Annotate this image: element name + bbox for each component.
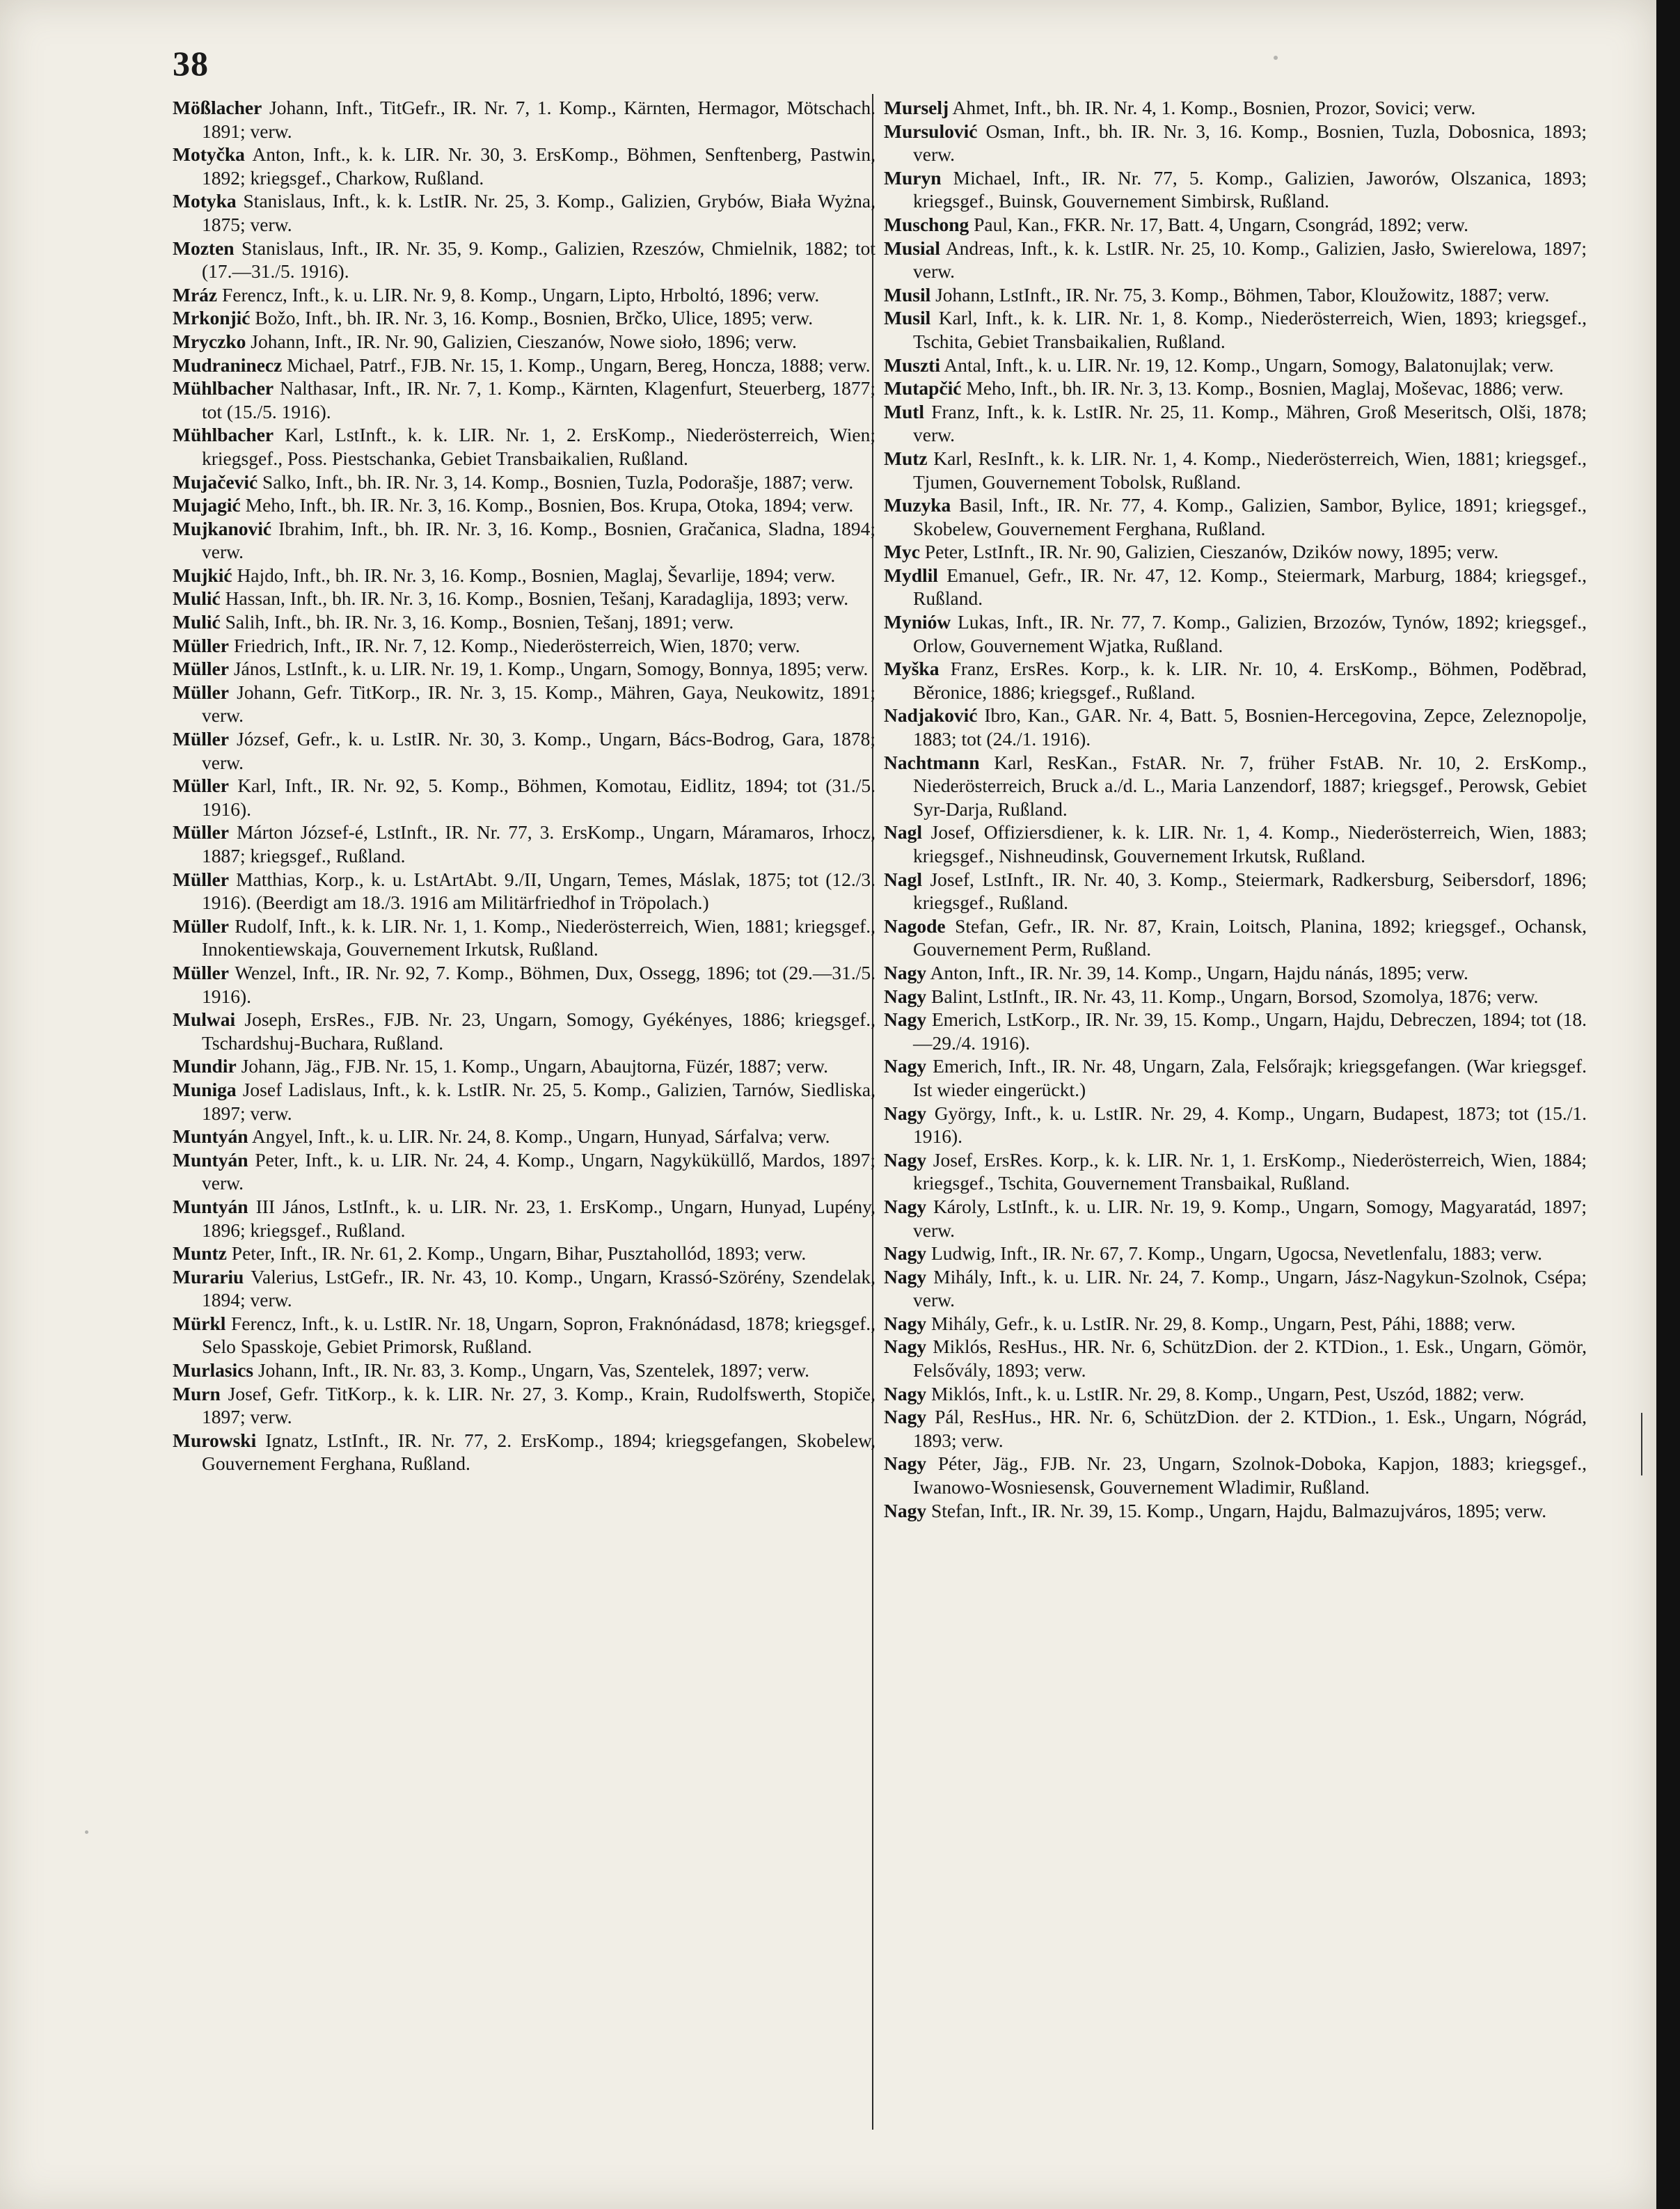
register-entry [884,961,1587,985]
entry-details: Stanislaus, Inft., k. k. LstIR. Nr. 25, 3. Komp., Galizien, Grybów, Biała Wyżna, 1875; verw. [202,190,875,235]
entry-details: Valerius, LstGefr., IR. Nr. 43, 10. Komp., Ungarn, Krassó-Szörény, Szendelak, 1894; verw. [202,1265,875,1311]
register-entry [884,1102,1587,1148]
entry-surname: Mutl [884,400,925,422]
entry-surname: Müller [173,868,229,890]
entry-details: Lukas, Inft., IR. Nr. 77, 7. Komp., Galizien, Brzozów, Tynów, 1892; kriegsgef., Orlow, Gouvernement Wjatka, Rußland. [913,611,1587,656]
entry-details: Angyel, Inft., k. u. LIR. Nr. 24, 8. Komp., Ungarn, Hunyad, Sárfalva; verw. [251,1125,830,1148]
entry-surname: Nagy [884,1242,927,1265]
register-entry [884,213,1587,237]
register-entry [884,915,1587,961]
entry-details: Josef Ladislaus, Inft., k. k. LstIR. Nr. 25, 5. Komp., Galizien, Tarnów, Siedliska, 1897; verw. [202,1078,875,1124]
register-entry [173,423,875,470]
register-entry [173,1265,875,1312]
entry-details: Josef, Gefr. TitKorp., k. k. LIR. Nr. 27, 3. Komp., Krain, Rudolfswerth, Stopiče, 1897; verw. [202,1382,875,1428]
entry-surname: Muzyka [884,494,951,516]
register-entry [173,470,875,494]
register-entry [173,915,875,961]
entry-details: Karl, Inft., k. k. LIR. Nr. 1, 8. Komp., Niederösterreich, Wien, 1893; kriegsgef., Tschita, Gebiet Transbaikalien, Rußland. [913,307,1587,352]
register-entry [884,1148,1587,1195]
register-entry [173,1054,875,1078]
register-entry [173,330,875,354]
register-entry [884,237,1587,283]
entry-surname: Mutz [884,447,928,469]
entry-details: Miklós, ResHus., HR. Nr. 6, SchützDion. der 2. KTDion., 1. Esk., Ungarn, Gömör, Felsővály, 1893; verw. [913,1336,1587,1381]
register-entry [173,306,875,330]
entry-details: Meho, Inft., bh. IR. Nr. 3, 13. Komp., Bosnien, Maglaj, Moševac, 1886; verw. [966,377,1564,399]
entry-surname: Nagy [884,1499,927,1521]
entry-details: Stanislaus, Inft., IR. Nr. 35, 9. Komp., Galizien, Rzeszów, Chmielnik, 1882; tot (17.—31./5. 1916). [202,237,875,283]
entry-details: József, Gefr., k. u. LstIR. Nr. 30, 3. Komp., Ungarn, Bács-Bodrog, Gara, 1878; verw. [202,728,876,773]
register-entry [884,493,1587,540]
entry-surname: Müller [173,915,229,937]
register-entry [173,1125,875,1148]
entry-details: Hassan, Inft., bh. IR. Nr. 3, 16. Komp., Bosnien, Tešanj, Karadaglija, 1893; verw. [225,587,849,610]
entry-details: Emerich, LstKorp., IR. Nr. 39, 15. Komp., Ungarn, Hajdu, Debreczen, 1894; tot (18.—29./4. 1916). [913,1008,1587,1054]
entry-details: Johann, Inft., IR. Nr. 90, Galizien, Cieszanów, Nowe sioło, 1896; verw. [251,330,797,352]
entry-surname: Myška [884,658,940,680]
entry-surname: Muntyán [173,1148,248,1171]
register-entry [884,610,1587,657]
entry-surname: Musil [884,307,931,329]
entry-details: Emanuel, Gefr., IR. Nr. 47, 12. Komp., Steiermark, Marburg, 1884; kriegsgef., Rußland. [913,564,1587,610]
entry-details: Wenzel, Inft., IR. Nr. 92, 7. Komp., Böhmen, Dux, Ossegg, 1896; tot (29.—31./5. 1916). [202,961,875,1007]
entry-details: Ferencz, Inft., k. u. LIR. Nr. 9, 8. Komp., Ungarn, Lipto, Hrboltó, 1896; verw. [222,283,820,306]
register-entry [884,447,1587,493]
register-entry [884,120,1587,166]
entry-details: Johann, Gefr. TitKorp., IR. Nr. 3, 15. Komp., Mähren, Gaya, Neukowitz, 1891; verw. [202,681,876,727]
entry-surname: Müller [173,961,229,983]
entry-surname: Mundir [173,1055,237,1077]
entry-surname: Mulić [173,611,221,633]
register-entry [884,1054,1587,1101]
entry-details: Franz, ErsRes. Korp., k. k. LIR. Nr. 10, 4. ErsKomp., Böhmen, Poděbrad, Běronice, 1886; kriegsgef., Rußland. [913,658,1587,703]
entry-details: Meho, Inft., bh. IR. Nr. 3, 16. Komp., Bosnien, Bos. Krupa, Otoka, 1894; verw. [245,494,854,516]
register-entry [173,821,875,867]
entry-details: Franz, Inft., k. k. LstIR. Nr. 25, 11. Komp., Mähren, Groß Meseritsch, Olši, 1878; verw. [913,400,1587,446]
register-entry [884,283,1587,307]
entry-surname: Mujagić [173,494,241,516]
register-entry [173,727,875,774]
entry-surname: Nagl [884,821,922,844]
entry-surname: Nagy [884,1265,927,1288]
entry-details: Hajdo, Inft., bh. IR. Nr. 3, 16. Komp., Bosnien, Maglaj, Ševarlije, 1894; verw. [237,564,836,586]
entry-surname: Müller [173,634,229,656]
register-entry [884,1008,1587,1054]
entry-surname: Mürkl [173,1312,226,1334]
entry-surname: Nagy [884,1148,927,1171]
register-entry [173,1148,875,1195]
entry-surname: Nagy [884,961,927,983]
register-entry [173,283,875,307]
entry-details: Mihály, Gefr., k. u. LstIR. Nr. 29, 8. Komp., Ungarn, Pest, Páhi, 1888; verw. [931,1312,1516,1334]
entry-surname: Mujkić [173,564,232,586]
entry-details: Michael, Inft., IR. Nr. 77, 5. Komp., Galizien, Jaworów, Olszanica, 1893; kriegsgef., Buinsk, Gouvernement Simbirsk, Rußland. [913,166,1587,212]
register-entry [173,96,875,143]
register-entry [173,634,875,658]
entry-surname: Murariu [173,1265,244,1288]
entry-details: Rudolf, Inft., k. k. LIR. Nr. 1, 1. Komp., Niederösterreich, Wien, 1881; kriegsgef., Innokentiewskaja, Gouvernement Irkutsk, Rußland. [202,915,876,960]
entry-details: Ferencz, Inft., k. u. LstIR. Nr. 18, Ungarn, Sopron, Fraknónádasd, 1878; kriegsgef., Selo Spasskoje, Gebiet Primorsk, Rußland. [202,1312,876,1358]
entry-surname: Muszti [884,354,940,376]
entry-surname: Nagy [884,1102,927,1124]
entry-details: Stefan, Gefr., IR. Nr. 87, Krain, Loitsch, Planina, 1892; kriegsgef., Ochansk, Gouvernement Perm, Rußland. [913,915,1587,960]
register-entry [884,540,1587,564]
entry-details: Osman, Inft., bh. IR. Nr. 3, 16. Komp., Bosnien, Tuzla, Dobosnica, 1893; verw. [913,120,1587,166]
entry-details: Karl, LstInft., k. k. LIR. Nr. 1, 2. ErsKomp., Niederösterreich, Wien; kriegsgef., Poss. Piestschanka, Gebiet Transbaikalien, Rußland. [202,424,876,469]
entry-details: Karl, Inft., IR. Nr. 92, 5. Komp., Böhmen, Komotau, Eidlitz, 1894; tot (31./5. 1916). [202,775,875,820]
entry-details: Anton, Inft., IR. Nr. 39, 14. Komp., Ungarn, Hajdu nánás, 1895; verw. [930,961,1468,983]
entry-surname: Muryn [884,166,942,189]
entry-surname: Mühlbacher [173,424,274,446]
entry-surname: Murowski [173,1429,257,1451]
entry-surname: Mrkonjić [173,307,251,329]
register-entry [884,1242,1587,1265]
entry-surname: Mudraninecz [173,354,283,376]
register-entry [173,1008,875,1054]
entry-surname: Muniga [173,1078,237,1100]
entry-surname: Mursulović [884,120,978,142]
register-entry [173,143,875,189]
register-entry [884,1382,1587,1406]
entry-surname: Nagl [884,868,922,890]
entry-surname: Müller [173,821,229,844]
entry-surname: Müller [173,728,229,750]
entry-surname: Muntyán [173,1125,248,1148]
register-entry [884,306,1587,353]
entry-details: Károly, LstInft., k. u. LIR. Nr. 19, 9. Komp., Ungarn, Somogy, Magyaratád, 1897; verw. [913,1195,1587,1241]
register-entry [884,1195,1587,1242]
register-entry [173,189,875,236]
margin-mark [1641,1413,1642,1475]
entry-details: Josef, LstInft., IR. Nr. 40, 3. Komp., Steiermark, Radkersburg, Seibersdorf, 1896; kriegsgef., Rußland. [913,868,1587,914]
entry-details: Matthias, Korp., k. u. LstArtAbt. 9./II, Ungarn, Temes, Máslak, 1875; tot (12./3. 1916). (Beerdigt am 18./3. 1916 am Militärfriedhof in Tröpolach.) [202,868,875,914]
entry-details: Ibrahim, Inft., bh. IR. Nr. 3, 16. Komp., Bosnien, Gračanica, Sladna, 1894; verw. [202,517,876,563]
entry-details: Karl, ResKan., FstAR. Nr. 7, früher FstAB. Nr. 10, 2. ErsKomp., Niederösterreich, Bruck a./d. L., Maria Lanzendorf, 1887; kriegsgef., Perowsk, Gebiet Syr-Darja, Rußland. [913,751,1587,820]
entry-details: Josef, Offiziersdiener, k. k. LIR. Nr. 1, 4. Komp., Niederösterreich, Wien, 1883; kriegsgef., Nishneudinsk, Gouvernement Irkutsk, Rußland. [913,821,1587,866]
entry-surname: Muntz [173,1242,227,1265]
entry-surname: Nachtmann [884,751,980,773]
entry-surname: Müller [173,775,229,797]
entry-details: Josef, ErsRes. Korp., k. k. LIR. Nr. 1, 1. ErsKomp., Niederösterreich, Wien, 1884; kriegsgef., Tschita, Gouvernement Transbaikal, Rußland. [913,1148,1587,1194]
entry-details: Johann, Jäg., FJB. Nr. 15, 1. Komp., Ungarn, Abaujtorna, Füzér, 1887; verw. [241,1055,828,1077]
entry-details: Ibro, Kan., GAR. Nr. 4, Batt. 5, Bosnien-Hercegovina, Zepce, Zeleznopolje, 1883; tot (24./1. 1916). [913,704,1587,750]
entry-details: Salko, Inft., bh. IR. Nr. 3, 14. Komp., Bosnien, Tuzla, Podorašje, 1887; verw. [262,470,854,493]
register-entry [173,1429,875,1475]
register-entry [173,774,875,821]
entry-surname: Murselj [884,97,949,118]
entry-details: Ludwig, Inft., IR. Nr. 67, 7. Komp., Ungarn, Ugocsa, Nevetlenfalu, 1883; verw. [931,1242,1543,1265]
entry-details: Paul, Kan., FKR. Nr. 17, Batt. 4, Ungarn, Csongrád, 1892; verw. [974,213,1468,235]
register-entry [884,751,1587,821]
entry-details: Karl, ResInft., k. k. LIR. Nr. 1, 4. Komp., Niederösterreich, Wien, 1881; kriegsgef., Tjumen, Gouvernement Tobolsk, Rußland. [913,447,1587,493]
register-entry [884,985,1587,1008]
entry-surname: Motyka [173,190,237,212]
entry-details: Peter, LstInft., IR. Nr. 90, Galizien, Cieszanów, Dzików nowy, 1895; verw. [924,541,1499,563]
entry-details: Ignatz, LstInft., IR. Nr. 77, 2. ErsKomp., 1894; kriegsgefangen, Skobelew, Gouvernement Ferghana, Rußland. [202,1429,875,1475]
register-entry [173,237,875,283]
entry-details: Balint, LstInft., IR. Nr. 43, 11. Komp., Ungarn, Borsod, Szomolya, 1876; verw. [931,985,1539,1007]
entry-surname: Nagy [884,1406,927,1428]
entry-surname: Nagy [884,1336,927,1358]
entry-details: Anton, Inft., k. k. LIR. Nr. 30, 3. ErsKomp., Böhmen, Senftenberg, Pastwin, 1892; kriegsgef., Charkow, Rußland. [202,143,875,189]
register-entry [173,1242,875,1265]
entry-details: Peter, Inft., IR. Nr. 61, 2. Komp., Ungarn, Bihar, Pusztahollód, 1893; verw. [231,1242,807,1265]
register-entry [173,587,875,610]
entry-surname: Mráz [173,283,218,306]
entry-surname: Musial [884,237,940,259]
entry-surname: Myc [884,541,920,563]
entry-details: Peter, Inft., k. u. LIR. Nr. 24, 4. Komp., Ungarn, Nagyküküllő, Mardos, 1897; verw. [202,1148,875,1194]
register-entry [173,493,875,517]
register-entry [884,821,1587,867]
entry-details: Johann, Inft., TitGefr., IR. Nr. 7, 1. Komp., Kärnten, Hermagor, Mötschach. 1891; verw. [202,97,876,142]
entry-details: Andreas, Inft., k. k. LstIR. Nr. 25, 10. Komp., Galizien, Jasło, Swierelowa, 1897; verw. [913,237,1587,283]
entry-surname: Mydlil [884,564,938,586]
entry-details: Antal, Inft., k. u. LIR. Nr. 19, 12. Komp., Ungarn, Somogy, Balatonujlak; verw. [944,354,1554,376]
entry-surname: Nagy [884,1452,927,1475]
entry-details: János, LstInft., k. u. LIR. Nr. 19, 1. Komp., Ungarn, Somogy, Bonnya, 1895; verw. [233,658,869,680]
entry-surname: Mößlacher [173,97,262,118]
register-entry [173,517,875,564]
entry-details: Michael, Patrf., FJB. Nr. 15, 1. Komp., Ungarn, Bereg, Honcza, 1888; verw. [287,354,871,376]
entry-details: Salih, Inft., bh. IR. Nr. 3, 16. Komp., Bosnien, Tešanj, 1891; verw. [225,611,734,633]
entry-surname: Mujačević [173,470,258,493]
register-entry [884,377,1587,400]
register-entry [173,657,875,681]
entry-surname: Nagy [884,1312,927,1334]
register-entry [884,166,1587,213]
entry-surname: Mryczko [173,330,246,352]
entry-details: Miklós, Inft., k. u. LstIR. Nr. 29, 8. Komp., Ungarn, Pest, Uszód, 1882; verw. [931,1382,1525,1404]
register-entry [173,1078,875,1125]
register-entry [173,1312,875,1359]
register-entry [173,1195,875,1242]
register-entry [884,704,1587,750]
scan-edge [1656,0,1680,2209]
entry-surname: Nagy [884,1055,927,1077]
register-entry [884,400,1587,447]
entry-surname: Mujkanović [173,517,272,539]
entry-details: Johann, LstInft., IR. Nr. 75, 3. Komp., Böhmen, Tabor, Kloužowitz, 1887; verw. [935,283,1550,306]
entry-surname: Nagy [884,1008,927,1031]
left-column [173,96,875,1475]
entry-surname: Muntyán [173,1195,248,1217]
register-entry [173,354,875,377]
entry-surname: Murlasics [173,1359,254,1381]
entry-details: Péter, Jäg., FJB. Nr. 23, Ungarn, Szolnok-Doboka, Kapjon, 1883; kriegsgef., Iwanowo-Wosniesensk, Gouvernement Wladimir, Rußland. [913,1452,1587,1498]
register-entry [173,1359,875,1382]
entry-surname: Nagy [884,1195,927,1217]
entry-surname: Mozten [173,237,235,259]
entry-details: György, Inft., k. u. LstIR. Nr. 29, 4. Komp., Ungarn, Budapest, 1873; tot (15./1. 1916). [913,1102,1587,1148]
entry-surname: Nagode [884,915,946,937]
register-entry [884,354,1587,377]
register-entry [884,657,1587,704]
entry-surname: Mühlbacher [173,377,274,399]
register-entry [173,564,875,587]
register-entry [173,377,875,423]
register-entry [884,1312,1587,1336]
register-entry [884,1405,1587,1452]
entry-details: Nalthasar, Inft., IR. Nr. 7, 1. Komp., Kärnten, Klagenfurt, Steuerberg, 1877; tot (15./5. 1916). [202,377,876,422]
entry-surname: Mulić [173,587,221,610]
entry-surname: Nagy [884,985,927,1007]
right-column [884,96,1587,1522]
entry-details: Johann, Inft., IR. Nr. 83, 3. Komp., Ungarn, Vas, Szentelek, 1897; verw. [257,1359,810,1381]
entry-details: Basil, Inft., IR. Nr. 77, 4. Komp., Galizien, Sambor, Bylice, 1891; kriegsgef., Skobelew, Gouvernement Ferghana, Rußland. [913,494,1587,539]
register-entry [884,96,1587,120]
entry-details: Friedrich, Inft., IR. Nr. 7, 12. Komp., Niederösterreich, Wien, 1870; verw. [233,634,800,656]
entry-details: Stefan, Inft., IR. Nr. 39, 15. Komp., Ungarn, Hajdu, Balmazujváros, 1895; verw. [931,1499,1547,1521]
entry-details: III János, LstInft., k. u. LIR. Nr. 23, 1. ErsKomp., Ungarn, Hunyad, Lupény, 1896; kriegsgef., Rußland. [202,1195,875,1241]
register-entry [884,564,1587,610]
page-number: 38 [173,44,209,83]
entry-surname: Nagy [884,1382,927,1404]
register-entry [173,961,875,1008]
entry-details: Emerich, Inft., IR. Nr. 48, Ungarn, Zala, Felsőrajk; kriegsgefangen. (War kriegsgef. Ist wieder eingerückt.) [913,1055,1587,1100]
scan-speck [1274,56,1278,60]
entry-details: Ahmet, Inft., bh. IR. Nr. 4, 1. Komp., Bosnien, Prozor, Sovici; verw. [952,97,1476,118]
register-entry [884,868,1587,915]
entry-surname: Myniów [884,611,951,633]
entry-details: Božo, Inft., bh. IR. Nr. 3, 16. Komp., Bosnien, Brčko, Ulice, 1895; verw. [255,307,814,329]
entry-surname: Motyčka [173,143,245,166]
entry-details: Mihály, Inft., k. u. LIR. Nr. 24, 7. Komp., Ungarn, Jász-Nagykun-Szolnok, Csépa; verw. [913,1265,1587,1311]
register-entry [173,868,875,915]
entry-details: Joseph, ErsRes., FJB. Nr. 23, Ungarn, Somogy, Gyékényes, 1886; kriegsgef., Tschardshuj-Buchara, Rußland. [202,1008,875,1054]
entry-details: Márton József-é, LstInft., IR. Nr. 77, 3. ErsKomp., Ungarn, Máramaros, Irhocz, 1887; kriegsgef., Rußland. [202,821,875,866]
entry-details: Pál, ResHus., HR. Nr. 6, SchützDion. der 2. KTDion., 1. Esk., Ungarn, Nógrád, 1893; verw. [913,1406,1587,1451]
entry-surname: Müller [173,658,229,680]
entry-surname: Mutapčić [884,377,962,399]
entry-surname: Musil [884,283,931,306]
register-entry [173,681,875,727]
register-entry [884,1499,1587,1523]
entry-surname: Nadjaković [884,704,978,727]
register-entry [884,1265,1587,1312]
register-entry [884,1452,1587,1498]
entry-surname: Mulwai [173,1008,236,1031]
register-entry [884,1335,1587,1381]
register-entry [173,1382,875,1429]
entry-surname: Müller [173,681,229,703]
entry-surname: Muschong [884,213,969,235]
register-entry [173,610,875,634]
scan-speck [85,1830,88,1834]
entry-surname: Murn [173,1382,221,1404]
